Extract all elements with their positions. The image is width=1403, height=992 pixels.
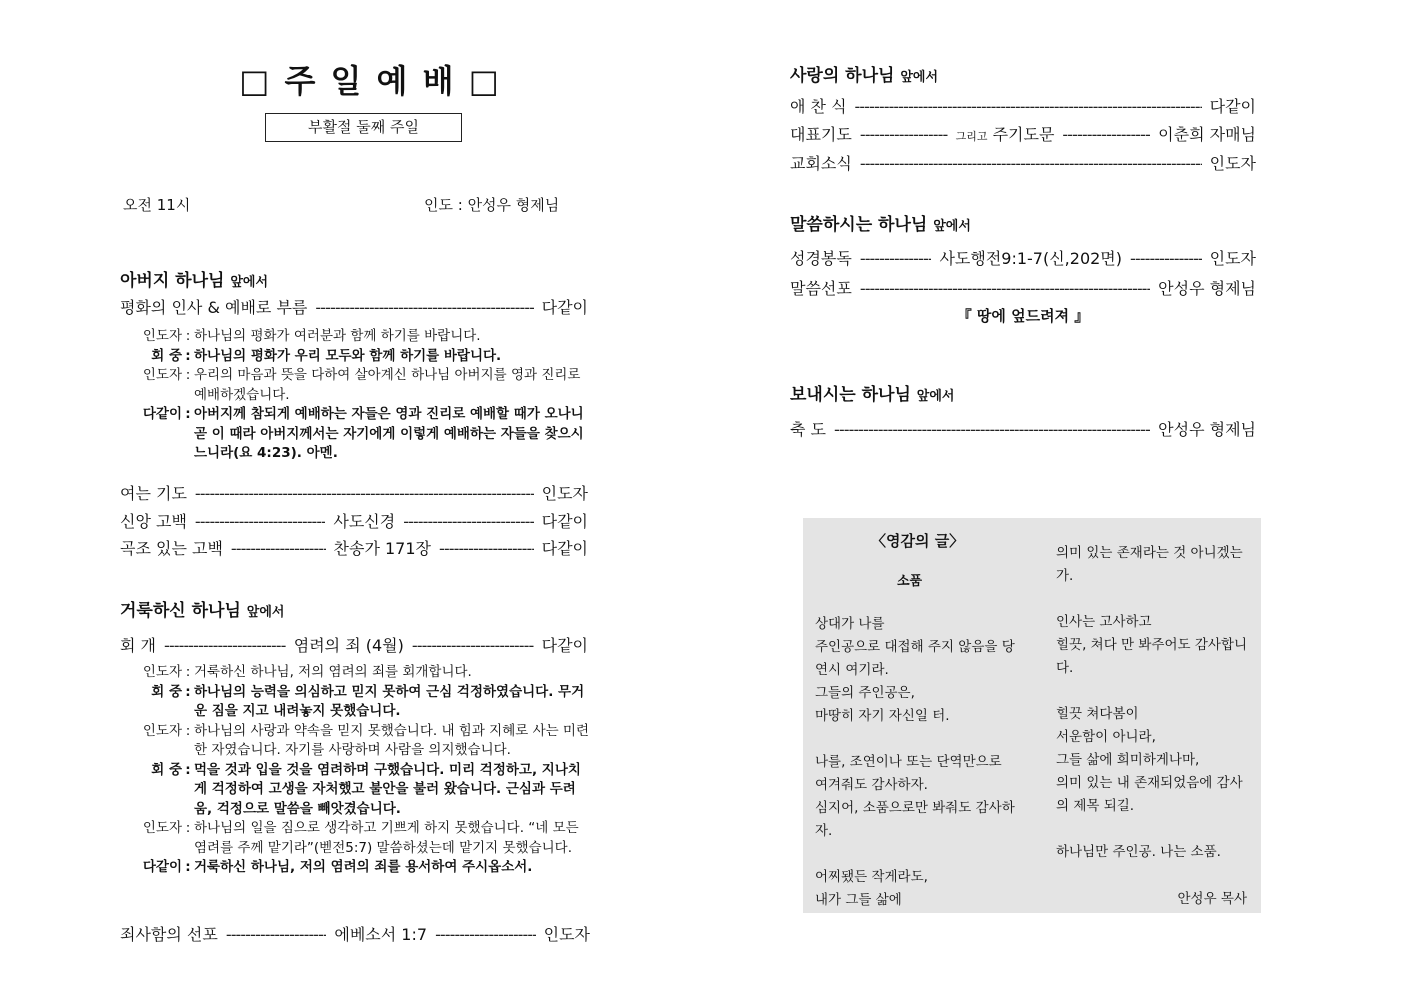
- litany-repentance: [120, 663, 590, 878]
- order-detail: 주기도문: [992, 125, 1055, 144]
- poem-column-1: [815, 613, 1015, 912]
- poem-line: 주인공으로 대접해 주지 않음을 당연시 여기라.: [815, 639, 1015, 678]
- dash-leader: [834, 420, 1150, 439]
- dash-leader: [860, 154, 1202, 173]
- dash-leader: [860, 249, 932, 268]
- order-news: [790, 151, 1256, 174]
- poem-line: 의미 있는 존재라는 것 아니겠는가.: [1056, 545, 1243, 584]
- litany-colon: :: [185, 683, 191, 700]
- dash-leader: [435, 925, 536, 944]
- litany-colon: :: [185, 664, 191, 680]
- litany-text: 거룩하신 하나님, 저의 염려의 죄를 회개합니다.: [194, 664, 472, 680]
- order-label: 말씀선포: [790, 279, 852, 298]
- litany-text: 아버지께 참되게 예배하는 자들은 영과 진리로 예배할 때가 오나니 곧 이 때라 아버지께서는 자기에게 이렇게 예배하는 자들을 찾으시느니라(요 4:23). 아멘.: [194, 406, 584, 461]
- order-role: 인도자: [541, 484, 588, 503]
- order-label: 곡조 있는 고백: [120, 539, 223, 558]
- litany-speaker: 인도자: [142, 328, 182, 344]
- litany-speaker: 회 중: [151, 347, 182, 364]
- litany-colon: :: [185, 722, 191, 739]
- poem-line: 힐끗 쳐다봄이: [1056, 706, 1139, 722]
- dash-leader: [1130, 249, 1202, 268]
- sermon-title: 『 땅에 엎드려져 』: [956, 307, 1090, 325]
- order-repentance: [120, 633, 588, 656]
- poem-line: [1056, 818, 1254, 841]
- order-label: 교회소식: [790, 154, 852, 173]
- litany-colon: :: [185, 406, 191, 422]
- order-label: 대표기도: [790, 125, 852, 144]
- service-time: 오전 11시: [123, 196, 191, 214]
- order-absolution: [120, 922, 590, 945]
- poem-line: [1056, 680, 1254, 703]
- order-role: 안성우 형제님: [1158, 420, 1256, 439]
- order-opening-prayer: [120, 481, 588, 504]
- dash-leader: [860, 279, 1150, 298]
- order-detail-small: 그리고: [955, 130, 988, 143]
- section-word: [790, 210, 971, 235]
- order-detail: 사도신경: [333, 512, 396, 531]
- order-role: 다같이: [541, 539, 588, 558]
- litany-line: [120, 366, 590, 405]
- poem-line: [815, 728, 1015, 751]
- poem-line: [1056, 588, 1254, 611]
- dash-leader: [195, 484, 534, 503]
- litany-text: 하나님의 평화가 여러분과 함께 하기를 바랍니다.: [194, 328, 481, 344]
- dash-leader: [855, 97, 1202, 116]
- poem-line: 마땅히 자기 자신일 터.: [815, 708, 950, 724]
- order-detail: 사도행전9:1-7(신,202면): [939, 249, 1123, 268]
- litany-text: 하나님의 사랑과 약속을 믿지 못했습니다. 내 힘과 지혜로 사는 미련한 자였습니다. 자기를 사랑하며 사람을 의지했습니다.: [194, 722, 590, 758]
- litany-speaker: 인도자: [142, 367, 182, 383]
- order-label: 여는 기도: [120, 484, 187, 503]
- order-detail: 에베소서 1:7: [334, 925, 428, 944]
- poem-line: 인사는 고사하고: [1056, 614, 1152, 630]
- litany-speaker: 인도자: [142, 722, 182, 739]
- litany-colon: :: [185, 347, 191, 364]
- litany-text: 먹을 것과 입을 것을 염려하며 구했습니다. 미리 걱정하고, 지나치게 걱정하여 고생을 자처했고 불안을 불러 왔습니다. 근심과 두려움, 걱정으로 말씀을 빼앗겼습니다.: [194, 761, 581, 817]
- poem-line: 서운함이 아니라,: [1056, 729, 1156, 745]
- litany-line: [120, 858, 590, 878]
- section-sending: [790, 380, 954, 405]
- order-prayer: [790, 122, 1256, 145]
- order-role: 다같이: [541, 636, 588, 655]
- litany-speaker: 회 중: [151, 761, 182, 778]
- order-greeting: [120, 295, 588, 318]
- dash-leader: [195, 512, 325, 531]
- litany-colon: :: [185, 328, 191, 344]
- litany-line: [120, 663, 590, 683]
- section-suffix: 앞에서: [916, 389, 955, 404]
- litany-colon: :: [185, 820, 191, 836]
- section-title: 아버지 하나님: [120, 271, 225, 291]
- litany-line: [120, 683, 590, 722]
- order-role: 인도자: [543, 925, 590, 944]
- poem-line: 상대가 나를: [815, 616, 885, 632]
- inspiration-heading: 〈영감의 글〉: [871, 532, 965, 550]
- order-label: 평화의 인사 & 예배로 부름: [120, 298, 308, 317]
- order-detail: 찬송가 171장: [333, 539, 431, 558]
- poem-author: 안성우 목사: [1177, 891, 1247, 907]
- litany-colon: :: [185, 761, 191, 778]
- litany-text: 우리의 마음과 뜻을 다하여 살아계신 하나님 아버지를 영과 진리로 예배하겠습니다.: [194, 367, 581, 403]
- order-label: 죄사함의 선포: [120, 925, 218, 944]
- section-suffix: 앞에서: [246, 605, 285, 620]
- order-role: 인도자: [1209, 154, 1256, 173]
- litany-line: [120, 761, 590, 820]
- order-reading: [790, 246, 1256, 269]
- poem-column-2: [1056, 542, 1254, 864]
- section-holy: [120, 596, 284, 621]
- order-label: 애 찬 식: [790, 97, 847, 116]
- order-role: 다같이: [1209, 97, 1256, 116]
- order-role: 다같이: [541, 512, 588, 531]
- poem-line: 나를, 조연이나 또는 단역만으로 여겨줘도 감사하자.: [815, 754, 1002, 793]
- dash-leader: [226, 925, 327, 944]
- section-suffix: 앞에서: [933, 219, 971, 234]
- order-role: 안성우 형제님: [1158, 279, 1256, 298]
- litany-text: 거룩하신 하나님, 저의 염려의 죄를 용서하여 주시옵소서.: [194, 859, 533, 875]
- litany-text: 하나님의 평화가 우리 모두와 함께 하기를 바랍니다.: [194, 347, 502, 364]
- litany-speaker: 다같이: [142, 859, 182, 875]
- page-title: □ 주 일 예 배 □: [239, 62, 501, 100]
- dash-leader: [231, 539, 326, 558]
- poem-line: [815, 843, 1015, 866]
- dash-leader: [412, 636, 534, 655]
- dash-leader: [1062, 125, 1150, 144]
- poem-line: 힐끗, 쳐다 만 봐주어도 감사합니다.: [1056, 637, 1247, 676]
- litany-line: [120, 819, 590, 858]
- dash-leader: [439, 539, 534, 558]
- section-suffix: 앞에서: [900, 70, 939, 85]
- litany-text: 하나님의 능력을 의심하고 믿지 못하여 근심 걱정하였습니다. 무거운 짐을 지고 내려놓지 못했습니다.: [194, 683, 585, 719]
- poem-line: 그들의 주인공은,: [815, 685, 915, 701]
- poem-line: 심지어, 소품으로만 봐줘도 감사하자.: [815, 800, 1015, 839]
- section-love: [790, 61, 938, 86]
- order-detail: 염려의 죄 (4월): [293, 636, 404, 655]
- poem-line: 의미 있는 내 존재되었음에 감사의 제목 되길.: [1056, 775, 1243, 814]
- dash-leader: [315, 298, 533, 317]
- section-suffix: 앞에서: [230, 275, 269, 290]
- litany-colon: :: [185, 859, 191, 875]
- dash-leader: [403, 512, 533, 531]
- litany-speaker: 회 중: [151, 683, 182, 700]
- litany-speaker: 인도자: [142, 820, 182, 836]
- poem-line: 어찌됐든 작게라도,: [815, 869, 928, 885]
- page-subtitle: 부활절 둘째 주일: [265, 113, 462, 142]
- dash-leader: [860, 125, 948, 144]
- order-role: 다같이: [541, 298, 588, 317]
- section-title: 거룩하신 하나님: [120, 601, 241, 621]
- litany-line: [120, 327, 590, 347]
- section-title: 사랑의 하나님: [790, 66, 895, 86]
- litany-line: [120, 347, 590, 367]
- inspiration-box: [803, 518, 1261, 913]
- order-role: 이춘희 자매님: [1158, 125, 1256, 144]
- dash-leader: [164, 636, 286, 655]
- litany-speaker: 인도자: [142, 664, 182, 680]
- section-title: 보내시는 하나님: [790, 385, 911, 405]
- order-role: 인도자: [1209, 249, 1257, 268]
- order-eucharist: [790, 94, 1256, 117]
- litany-text: 하나님의 일을 짐으로 생각하고 기쁘게 하지 못했습니다. “네 모든 염려를 주께 맡기라”(벧전5:7) 말씀하셨는데 맡기지 못했습니다.: [194, 820, 579, 856]
- section-title: 말씀하시는 하나님: [790, 215, 928, 235]
- order-hymn: [120, 536, 588, 559]
- poem-title: 소품: [897, 574, 923, 589]
- order-label: 회 개: [120, 636, 156, 655]
- litany-line: [120, 405, 590, 464]
- poem-line: 내가 그들 삶에: [815, 892, 902, 908]
- order-benediction: [790, 417, 1256, 440]
- order-sermon: [790, 276, 1256, 299]
- litany-call-to-worship: [120, 327, 590, 464]
- order-creed: [120, 509, 588, 532]
- order-label: 축 도: [790, 420, 826, 439]
- poem-line: 그들 삶에 희미하게나마,: [1056, 752, 1200, 768]
- litany-colon: :: [185, 367, 191, 383]
- litany-line: [120, 722, 590, 761]
- litany-speaker: 다같이: [142, 406, 182, 422]
- order-label: 신앙 고백: [120, 512, 187, 531]
- section-father: [120, 266, 268, 291]
- poem-line: 하나님만 주인공. 나는 소품.: [1056, 844, 1221, 860]
- order-label: 성경봉독: [790, 249, 852, 268]
- service-leader: 인도 : 안성우 형제님: [424, 196, 560, 214]
